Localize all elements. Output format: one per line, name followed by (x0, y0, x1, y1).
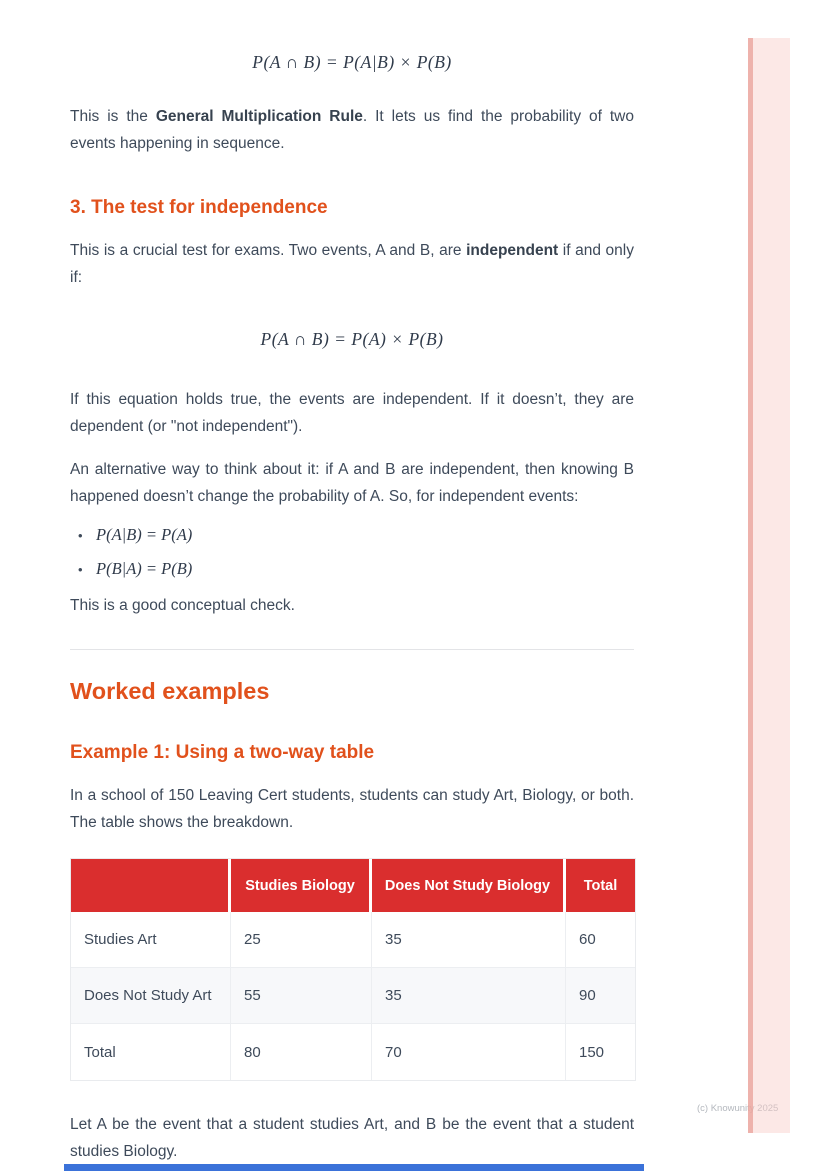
row-label: Does Not Study Art (71, 968, 231, 1024)
table-cell: 25 (231, 912, 372, 968)
table-cell: 70 (372, 1024, 566, 1080)
document-content (70, 0, 634, 1165)
multiplication-rule-formula: P(A ∩ B) = P(A|B) × P(B) (252, 52, 452, 72)
paragraph-text: if and only if: (70, 242, 634, 286)
bold-term: General Multiplication Rule (155, 108, 363, 125)
conceptual-check-paragraph: This is a good conceptual check. (70, 597, 295, 614)
table-cell: 35 (372, 912, 566, 968)
general-rule-paragraph (70, 103, 634, 157)
table-header-studies-biology: Studies Biology (231, 859, 372, 912)
table-row (71, 1024, 635, 1080)
page-edge-pink-bar (748, 38, 790, 1133)
row-label: Studies Art (71, 912, 231, 968)
table-cell: 80 (231, 1024, 372, 1080)
independence-intro-paragraph (70, 237, 634, 291)
worked-examples-heading: Worked examples (70, 678, 270, 704)
table-row (71, 968, 635, 1024)
bold-term: independent (466, 242, 559, 259)
example-intro-paragraph: In a school of 150 Leaving Cert students, students can study Art, Biology, or both. The table shows the breakdown. (70, 787, 634, 831)
independence-test-formula: P(A ∩ B) = P(A) × P(B) (260, 329, 444, 349)
table-row (71, 912, 635, 968)
condition-formula: P(A|B) = P(A) (96, 525, 193, 544)
section-divider (70, 649, 634, 650)
row-label: Total (71, 1024, 231, 1080)
section-heading-independence: 3. The test for independence (70, 197, 328, 218)
list-item (70, 558, 634, 580)
event-definition-paragraph: Let A be the event that a student studies Art, and B be the event that a student studies Biology. (70, 1116, 634, 1160)
example-1-heading: Example 1: Using a two-way table (70, 742, 375, 763)
table-cell: 90 (566, 968, 635, 1024)
paragraph-text: . It lets us find the probability of two events happening in sequence. (70, 108, 634, 152)
list-item (70, 524, 634, 546)
bottom-blue-bar (64, 1164, 644, 1171)
equation-holds-paragraph: If this equation holds true, the events are independent. If it doesn’t, they are dependent (or "not independent"). (70, 391, 634, 435)
table-header-not-biology: Does Not Study Biology (372, 859, 566, 912)
bullet-icon: • (78, 562, 83, 577)
table-cell: 60 (566, 912, 635, 968)
alternative-way-paragraph: An alternative way to think about it: if A and B are independent, then knowing B happened doesn’t change the probability of A. So, for independent events: (70, 461, 634, 505)
table-header-total: Total (566, 859, 635, 912)
two-way-table (70, 858, 636, 1081)
table-cell: 55 (231, 968, 372, 1024)
table-header-empty (71, 859, 231, 912)
paragraph-text: This is the (70, 108, 156, 125)
table-cell: 35 (372, 968, 566, 1024)
independence-conditions-list (70, 524, 634, 580)
paragraph-text: This is a crucial test for exams. Two events, A and B, are (70, 242, 467, 259)
bullet-icon: • (78, 528, 83, 543)
condition-formula: P(B|A) = P(B) (96, 559, 193, 578)
copyright-text: (c) Knowunity 2025 (697, 1103, 779, 1114)
table-header-row (71, 859, 635, 912)
table-cell: 150 (566, 1024, 635, 1080)
